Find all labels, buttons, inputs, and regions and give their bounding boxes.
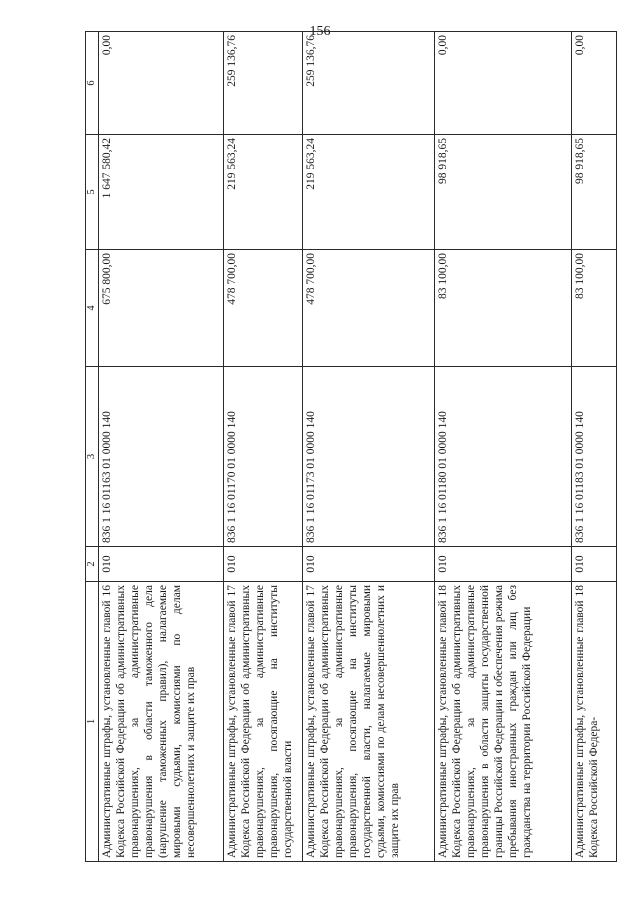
row-kbk: 836 1 16 01173 01 0000 140 [303, 367, 435, 547]
row-col5: 1 647 580,42 [98, 135, 223, 250]
row-col4: 478 700,00 [303, 250, 435, 367]
page-number: 156 [309, 24, 331, 39]
row-col4: 478 700,00 [224, 250, 303, 367]
row-description: Административные штрафы, установленные главой 17 Кодекса Российской Федерации об административных правонарушениях, за административные правонарушения, посягающие на институты государственной власти, налагаемые мировыми судьями, комиссиями по делам несовершеннолетних и защите их прав [303, 582, 435, 862]
table-row [303, 32, 435, 862]
header-col-1: 1 [86, 582, 99, 862]
row-code: 010 [98, 547, 223, 582]
row-code: 010 [303, 547, 435, 582]
table-header-row [86, 32, 99, 862]
row-col6: 0,00 [434, 32, 571, 135]
row-col5: 98 918,65 [434, 135, 571, 250]
header-col-6: 6 [86, 32, 99, 135]
row-col4: 83 100,00 [571, 250, 616, 367]
revenue-table [85, 31, 617, 862]
row-code: 010 [571, 547, 616, 582]
rotated-table-container [85, 35, 617, 862]
row-col4: 675 800,00 [98, 250, 223, 367]
row-col4: 83 100,00 [434, 250, 571, 367]
row-col6: 259 136,76 [224, 32, 303, 135]
table-row [98, 32, 223, 862]
row-col6: 0,00 [571, 32, 616, 135]
row-col5: 98 918,65 [571, 135, 616, 250]
row-kbk: 836 1 16 01180 01 0000 140 [434, 367, 571, 547]
row-description: Административные штрафы, установленные главой 16 Кодекса Российской Федерации об административных правонарушениях, за административные правонарушения в области таможенного дела (нарушение таможенных правил), налагаемые мировыми судьями, комиссиями по делам несовершеннолетних и защите их прав [98, 582, 223, 862]
table-row [224, 32, 303, 862]
header-col-4: 4 [86, 250, 99, 367]
header-col-3: 3 [86, 367, 99, 547]
row-col6: 259 136,76 [303, 32, 435, 135]
table-row [434, 32, 571, 862]
row-code: 010 [434, 547, 571, 582]
row-kbk: 836 1 16 01170 01 0000 140 [224, 367, 303, 547]
row-description: Административные штрафы, установленные главой 17 Кодекса Российской Федерации об административных правонарушениях, за административные правонарушения, посягающие на институты государственной власти [224, 582, 303, 862]
table-row [571, 32, 616, 862]
header-col-2: 2 [86, 547, 99, 582]
row-description: Административные штрафы, установленные главой 18 Кодекса Российской Федера- [571, 582, 616, 862]
row-col5: 219 563,24 [224, 135, 303, 250]
row-col6: 0,00 [98, 32, 223, 135]
row-description: Административные штрафы, установленные главой 18 Кодекса Российской Федерации об административных правонарушениях, за административные правонарушения в области защиты государственной границы Российской Федерации и обеспечения режима пребывания иностранных граждан или лиц без гражданства на территории Российской Федерации [434, 582, 571, 862]
row-kbk: 836 1 16 01163 01 0000 140 [98, 367, 223, 547]
row-kbk: 836 1 16 01183 01 0000 140 [571, 367, 616, 547]
row-code: 010 [224, 547, 303, 582]
header-col-5: 5 [86, 135, 99, 250]
row-col5: 219 563,24 [303, 135, 435, 250]
